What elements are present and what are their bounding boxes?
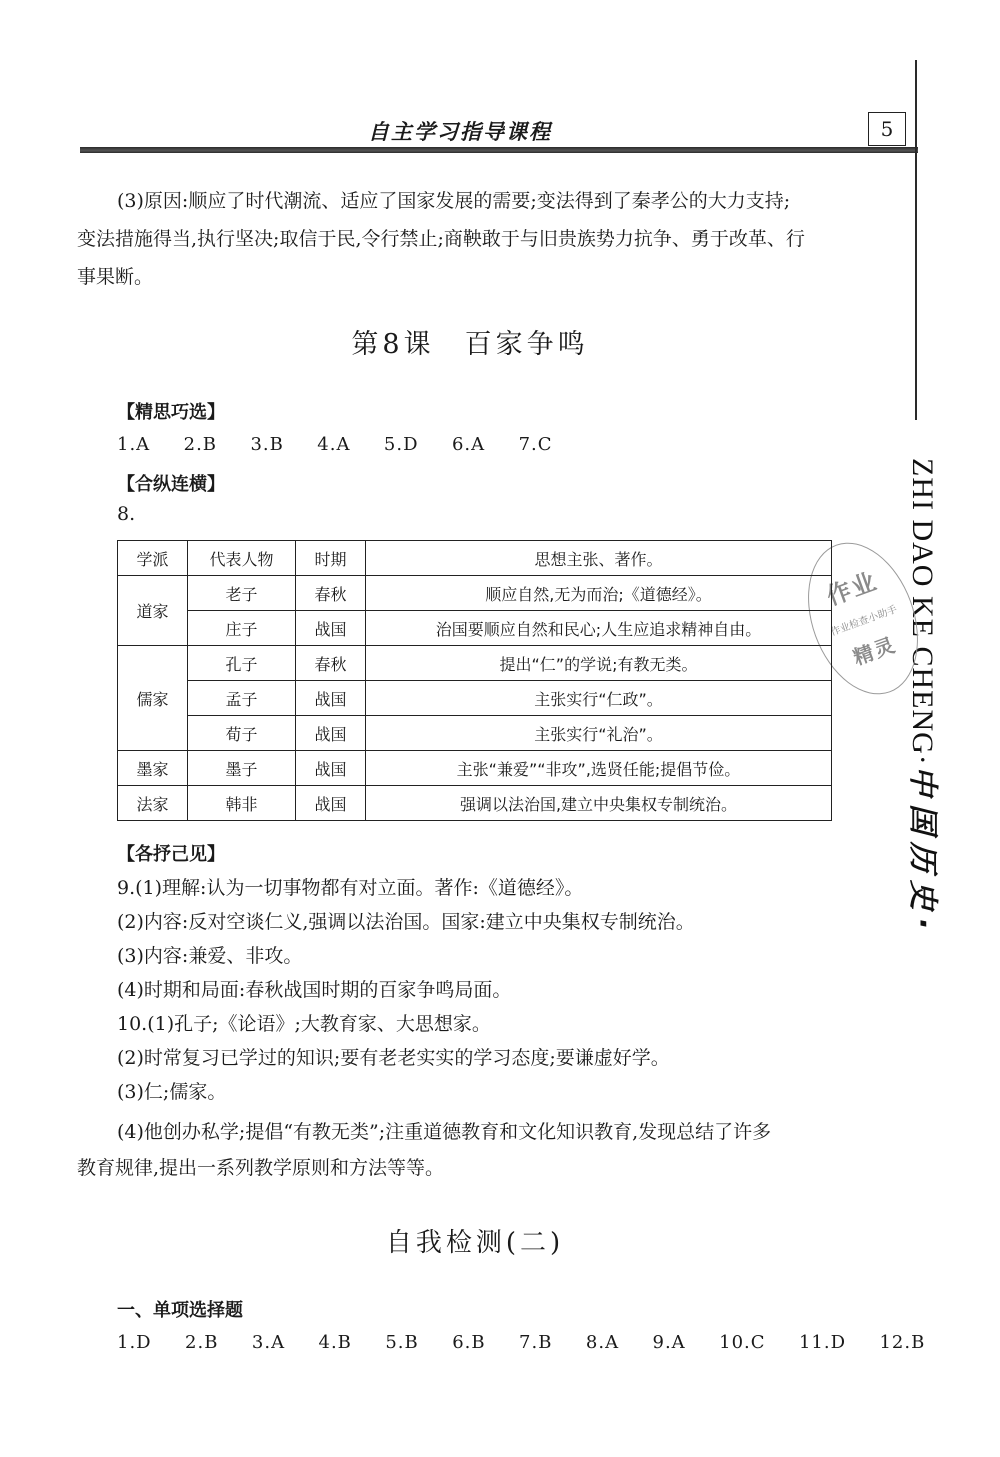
lesson-title — [0, 322, 940, 361]
section-heading-opinion: 【各抒己见】 — [117, 844, 225, 865]
period-cell: 战国 — [296, 786, 366, 821]
school-cell: 墨家 — [118, 751, 188, 786]
stamp-line-3: 精灵 — [850, 632, 900, 670]
idea-cell: 强调以法治国,建立中央集权专制统治。 — [366, 786, 832, 821]
period-cell: 战国 — [296, 751, 366, 786]
side-label-roman: ZHI DAO KE CHENG· — [906, 458, 939, 766]
table-header: 时期 — [296, 541, 366, 576]
table-row — [118, 786, 832, 821]
stamp-line-2: 作业检查小助手 — [829, 604, 899, 639]
period-cell: 春秋 — [296, 646, 366, 681]
section-heading-table: 【合纵连横】 — [117, 474, 225, 495]
answer-line: (3)仁;儒家。 — [117, 1081, 227, 1103]
person-cell: 墨子 — [188, 751, 296, 786]
side-label-chinese: 中国历史· — [905, 765, 940, 938]
school-cell: 法家 — [118, 786, 188, 821]
lesson-number: 第8课 — [351, 329, 435, 360]
margin-rule — [915, 60, 917, 420]
stamp-line-1: 作业 — [823, 566, 882, 611]
table-header: 代表人物 — [188, 541, 296, 576]
period-cell: 春秋 — [296, 576, 366, 611]
schools-table — [117, 540, 832, 821]
person-cell: 韩非 — [188, 786, 296, 821]
intro-line-1: (3)原因:顺应了时代潮流、适应了国家发展的需要;变法得到了秦孝公的大力支持; — [117, 190, 791, 212]
answer-line: 9.(1)理解:认为一切事物都有对立面。著作:《道德经》。 — [117, 877, 584, 899]
table-row — [118, 646, 832, 681]
person-cell: 老子 — [188, 576, 296, 611]
intro-line-2: 变法措施得当,执行坚决;取信于民,令行禁止;商鞅敢于与旧贵族势力抗争、勇于改革、行 — [77, 228, 805, 250]
lesson-name: 百家争鸣 — [464, 329, 589, 360]
idea-cell: 顺应自然,无为而治;《道德经》。 — [366, 576, 832, 611]
section-heading-choice: 【精思巧选】 — [117, 402, 225, 423]
school-cell: 道家 — [118, 576, 188, 646]
idea-cell: 主张“兼爱”“非攻”,选贤任能;提倡节俭。 — [366, 751, 832, 786]
answer-line: (4)时期和局面:春秋战国时期的百家争鸣局面。 — [117, 979, 512, 1001]
table-header: 思想主张、著作。 — [366, 541, 832, 576]
person-cell: 荀子 — [188, 716, 296, 751]
self-test-heading: 一、单项选择题 — [117, 1300, 243, 1321]
idea-cell: 主张实行“仁政”。 — [366, 681, 832, 716]
header-rule — [80, 147, 918, 153]
side-label — [904, 458, 948, 937]
answer-line: (3)内容:兼爱、非攻。 — [117, 945, 303, 967]
table-row — [118, 751, 832, 786]
answer-line: (2)时常复习已学过的知识;要有老老实实的学习态度;要谦虚好学。 — [117, 1047, 670, 1069]
answer-line: 10.(1)孔子;《论语》;大教育家、大思想家。 — [117, 1013, 491, 1035]
intro-line-3: 事果断。 — [77, 266, 154, 288]
answer-line: 教育规律,提出一系列教学原则和方法等等。 — [77, 1157, 445, 1179]
answer-line: (2)内容:反对空谈仁义,强调以法治国。国家:建立中央集权专制统治。 — [117, 911, 695, 933]
period-cell: 战国 — [296, 611, 366, 646]
choice-answers: 1.A 2.B 3.B 4.A 5.D 6.A 7.C — [117, 434, 553, 455]
answer-line: (4)他创办私学;提倡“有教无类”;注重道德教育和文化知识教育,发现总结了许多 — [117, 1121, 772, 1143]
self-test-answers: 1.D 2.B 3.A 4.B 5.B 6.B 7.B 8.A 9.A 10.C 11.D 12.B — [117, 1332, 926, 1353]
table-header: 学派 — [118, 541, 188, 576]
table-header-row — [118, 541, 832, 576]
table-row — [118, 716, 832, 751]
table-row — [118, 681, 832, 716]
idea-cell: 提出“仁”的学说;有教无类。 — [366, 646, 832, 681]
page-number: 5 — [868, 112, 906, 146]
table-row — [118, 611, 832, 646]
idea-cell: 主张实行“礼治”。 — [366, 716, 832, 751]
person-cell: 孔子 — [188, 646, 296, 681]
period-cell: 战国 — [296, 681, 366, 716]
idea-cell: 治国要顺应自然和民心;人生应追求精神自由。 — [366, 611, 832, 646]
self-test-title: 自我检测(二) — [385, 1228, 565, 1258]
period-cell: 战国 — [296, 716, 366, 751]
question-8-label: 8. — [117, 503, 136, 525]
table-row — [118, 576, 832, 611]
school-cell: 儒家 — [118, 646, 188, 751]
person-cell: 庄子 — [188, 611, 296, 646]
person-cell: 孟子 — [188, 681, 296, 716]
running-header: 自主学习指导课程 — [368, 120, 552, 144]
